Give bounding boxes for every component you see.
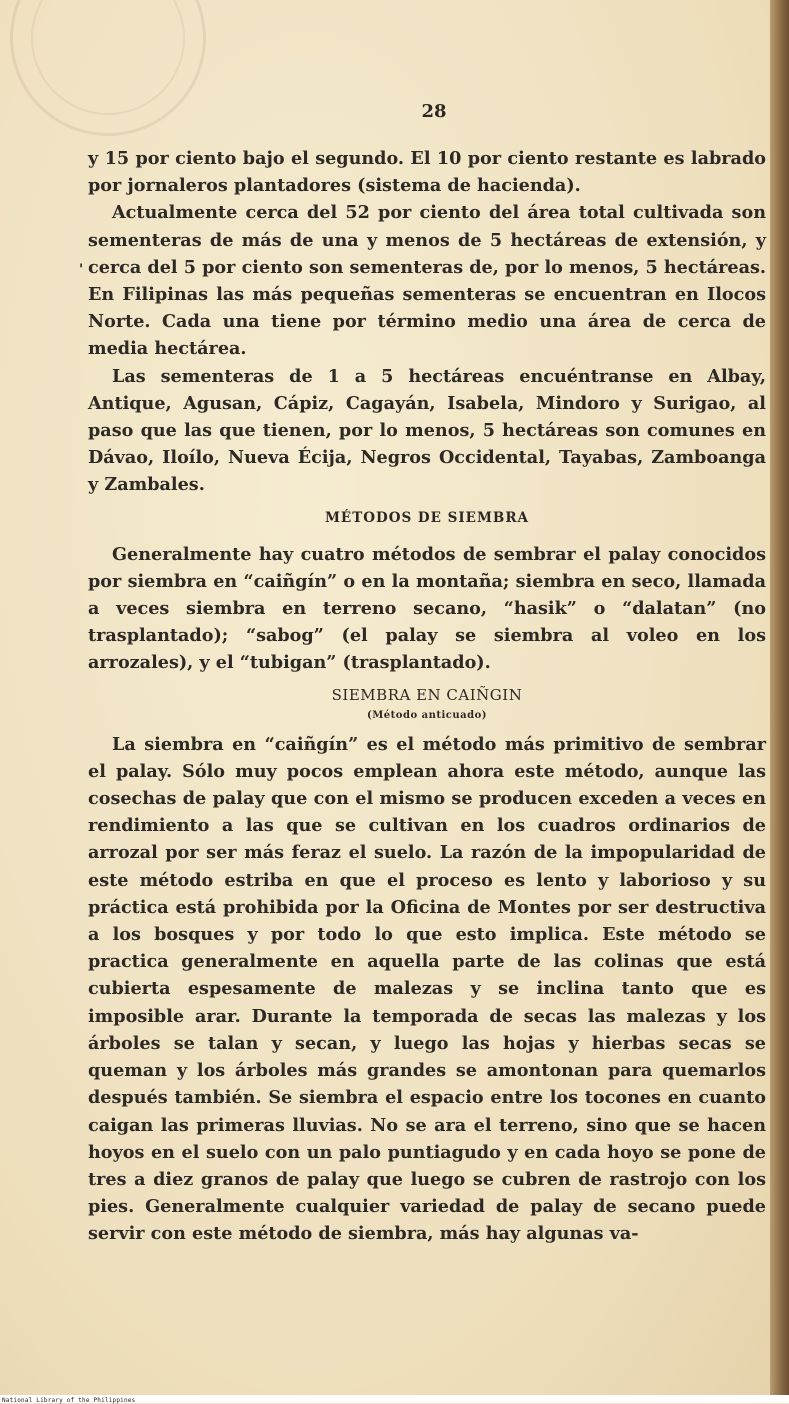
section-subheading-caingin: (Método anticuado) — [367, 709, 487, 721]
book-page-edge — [770, 0, 789, 1403]
section-heading-caingin: SIEMBRA EN CAIÑGIN — [331, 685, 523, 704]
paragraph-provinces: Las sementeras de 1 a 5 hectáreas encuéntranse en Albay, Antique, Agusan, Cápiz, Cagayán, Isabela, Mindoro y Surigao, al paso que las que tienen, por lo menos, 5 hectáreas son comunes en Dávao, Iloílo, Nueva Écija, Negros Occidental, Tayabas, Zamboanga y Zambales. — [88, 365, 766, 496]
page-body — [88, 145, 766, 1248]
margin-mark: ' — [79, 262, 84, 278]
paragraph-area: Actualmente cerca del 52 por ciento del área total cultivada son sementeras de más de una y menos de 5 hectáreas de extensión, y cerca del 5 por ciento son sementeras de, por lo menos, 5 hectáreas. En Filipinas las más pequeñas sementeras se encuentran en Ilocos Norte. Cada una tiene por término medio una área de cerca de media hectárea. — [88, 202, 766, 360]
paragraph-caingin: La siembra en “caiñgín” es el método más primitivo de sembrar el palay. Sólo muy pocos emplean ahora este método, aunque las cosechas de palay que con el mismo se producen exceden a veces en rendimiento a las que se cultivan en los cuadros ordinarios de arrozal por ser más feraz el suelo. La razón de la impopularidad de este método estriba en que el proceso es lento y laborioso y su práctica está prohibida por la Oficina de Montes por ser destructiva a los bosques y por todo lo que esto implica. Este método se practica generalmente en aquella parte de las colinas que está cubierta espesamente de malezas y se inclina tanto que es imposible arar. Durante la temporada de secas las malezas y los árboles se talan y secan, y luego las hojas y hierbas secas se queman y los árboles más grandes se amontonan para quemarlos después también. Se siembra el espacio entre los tocones en cuanto caigan las primeras lluvias. No se ara el terreno, sino que se hacen hoyos en el suelo con un palo puntiagudo y en cada hoyo se pone de tres a diez granos de palay que luego se cubren de rastrojo con los pies. Generalmente cualquier variedad de palay de secano puede servir con este método de siembra, más hay algunas va- — [88, 733, 766, 1245]
paragraph-continuation: y 15 por ciento bajo el segundo. El 10 por ciento restante es labrado por jornaleros plantadores (sistema de hacienda). — [88, 148, 766, 197]
paragraph-metodos: Generalmente hay cuatro métodos de sembrar el palay conocidos por siembra en “caiñgín” o en la montaña; siembra en seco, llamada a veces siembra en terreno secano, “hasik” o “dalatan” (no trasplantado); “sabog” (el palay se siembra al voleo en los arrozales), y el “tubigan” (trasplantado). — [88, 543, 766, 674]
footer-strip — [0, 1395, 789, 1403]
page-number: 28 — [421, 101, 447, 122]
footer-credit: National Library of the Philippines — [2, 1397, 136, 1404]
section-heading-metodos: MÉTODOS DE SIEMBRA — [324, 509, 530, 526]
